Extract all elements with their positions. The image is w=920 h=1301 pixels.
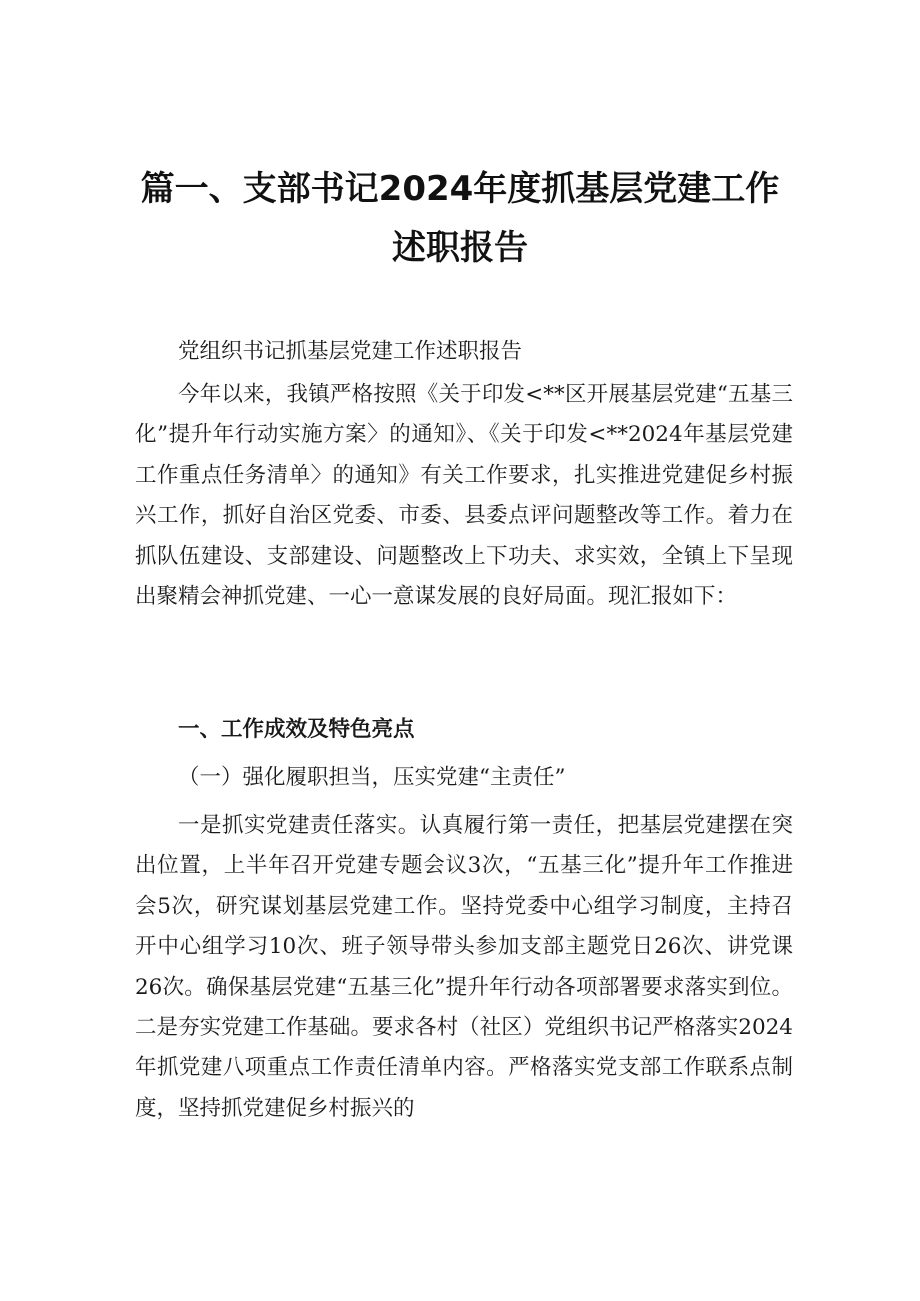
report-subtitle: 党组织书记抓基层党建工作述职报告	[178, 339, 523, 364]
document-title-line-1: 篇一、支部书记2024年度抓基层党建工作	[140, 169, 780, 209]
intro-paragraph: 今年以来，我镇严格按照《关于印发<**区开展基层党建“五基三化”提升年行动实施方案〉的通知》、《关于印发<**2024年基层党建工作重点任务清单〉的通知》有关工作要求，扎实推进党建促乡村振兴工作，抓好自治区党委、市委、县委点评问题整改等工作。着力在抓队伍建设、支部建设、问题整改上下功夫、求实效，全镇上下呈现出聚精会神抓党建、一心一意谋发展的良好局面。现汇报如下：	[135, 382, 793, 610]
body-paragraph: 一是抓实党建责任落实。认真履行第一责任，把基层党建摆在突出位置，上半年召开党建专题会议3次，“五基三化”提升年工作推进会5次，研究谋划基层党建工作。坚持党委中心组学习制度，主持召开中心组学习10次、班子领导带头参加支部主题党日26次、讲党课26次。确保基层党建“五基三化”提升年行动各项部署要求落实到位。二是夯实党建工作基础。要求各村（社区）党组织书记严格落实2024年抓党建八项重点工作责任清单内容。严格落实党支部工作联系点制度，坚持抓党建促乡村振兴的	[135, 813, 793, 1121]
document-title-line-2: 述职报告	[392, 228, 528, 268]
section-heading: 一、工作成效及特色亮点	[178, 717, 415, 742]
subsection-heading: （一）强化履职担当，压实党建“主责任”	[178, 765, 566, 790]
